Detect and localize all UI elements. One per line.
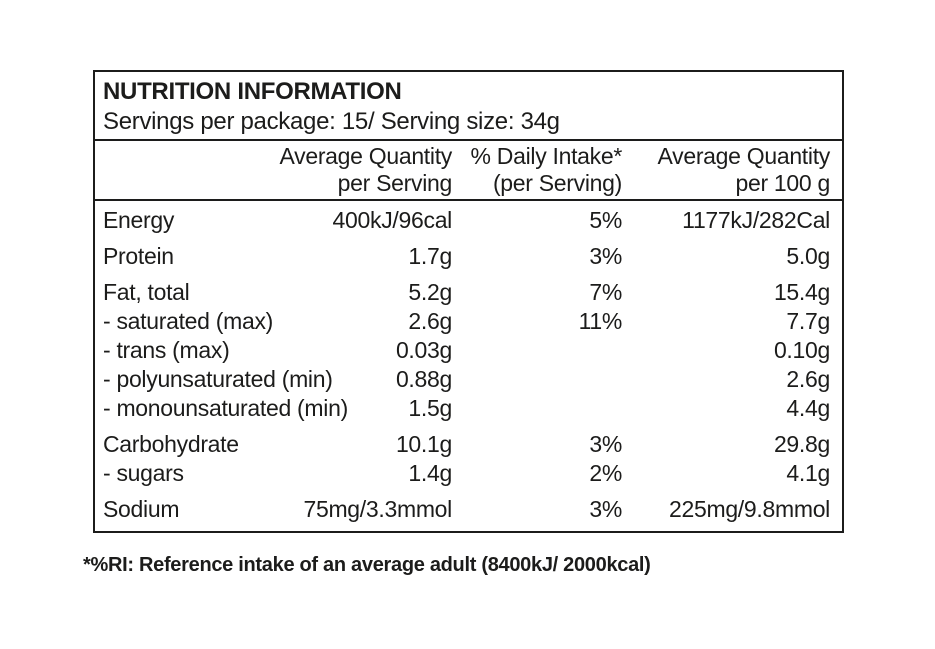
row-per-100g: 4.4g <box>786 395 830 421</box>
col-header-per-100g-line1: Average Quantity <box>657 143 830 169</box>
col-header-per-serving <box>103 143 452 197</box>
row-daily-intake: 3% <box>589 496 622 522</box>
col-header-per-serving-line2: per Serving <box>337 170 452 196</box>
row-name: Fat, total <box>103 279 190 305</box>
row-per-serving: 1.5g <box>408 395 452 421</box>
row-per-serving: 1.4g <box>408 460 452 486</box>
column-header-row <box>95 141 842 201</box>
row-name: - trans (max) <box>103 337 230 363</box>
col-header-daily-intake <box>452 143 622 197</box>
table-row-saturated <box>103 307 830 336</box>
col-header-daily-intake-line2: (per Serving) <box>492 170 622 196</box>
row-per-serving: 2.6g <box>408 308 452 334</box>
table-row-carbohydrate <box>103 430 830 459</box>
row-per-100g: 5.0g <box>786 243 830 269</box>
table-row-polyunsaturated <box>103 365 830 394</box>
row-per-100g: 1177kJ/282Cal <box>682 207 830 233</box>
row-per-serving: 400kJ/96cal <box>332 207 452 233</box>
row-name: - monounsaturated (min) <box>103 395 348 421</box>
row-daily-intake: 11% <box>578 308 622 334</box>
row-daily-intake <box>452 394 622 423</box>
table-row-monounsaturated <box>103 394 830 423</box>
row-daily-intake: 5% <box>589 207 622 233</box>
row-per-serving: 0.88g <box>395 366 452 392</box>
table-row-fat-total <box>103 278 830 307</box>
reference-intake-footnote: *%RI: Reference intake of an average adult (8400kJ/ 2000kcal) <box>83 554 651 576</box>
row-name: Carbohydrate <box>103 431 239 457</box>
row-name: Energy <box>103 207 175 233</box>
table-row-protein <box>103 242 830 271</box>
table-row-sodium <box>103 495 830 524</box>
row-name: - polyunsaturated (min) <box>103 366 333 392</box>
row-per-100g: 225mg/9.8mmol <box>668 496 830 522</box>
row-daily-intake <box>452 365 622 394</box>
row-name: - saturated (max) <box>103 308 274 334</box>
row-daily-intake: 3% <box>589 431 622 457</box>
row-per-100g: 0.10g <box>773 337 830 363</box>
col-header-daily-intake-line1: % Daily Intake* <box>470 143 622 169</box>
row-per-serving: 0.03g <box>395 337 452 363</box>
row-name: Sodium <box>103 496 180 522</box>
row-daily-intake: 7% <box>589 279 622 305</box>
col-header-per-100g-line2: per 100 g <box>735 170 830 196</box>
label-title: NUTRITION INFORMATION <box>103 78 402 105</box>
row-per-100g: 7.7g <box>786 308 830 334</box>
table-row-energy <box>103 206 830 235</box>
nutrient-table-body <box>95 201 842 531</box>
row-daily-intake <box>452 336 622 365</box>
servings-line: Servings per package: 15/ Serving size: 34g <box>103 108 560 135</box>
table-row-trans <box>103 336 830 365</box>
nutrition-label-panel <box>93 70 844 533</box>
col-header-per-serving-line1: Average Quantity <box>279 143 452 169</box>
row-per-serving: 5.2g <box>408 279 452 305</box>
row-name: - sugars <box>103 460 184 486</box>
row-per-100g: 2.6g <box>786 366 830 392</box>
table-row-sugars <box>103 459 830 488</box>
row-name: Protein <box>103 243 174 269</box>
row-per-100g: 15.4g <box>773 279 830 305</box>
row-per-serving: 75mg/3.3mmol <box>303 496 452 522</box>
row-daily-intake: 2% <box>589 460 622 486</box>
row-per-100g: 29.8g <box>773 431 830 457</box>
row-per-serving: 1.7g <box>408 243 452 269</box>
label-header <box>95 72 842 141</box>
col-header-per-100g <box>622 143 830 197</box>
row-per-serving: 10.1g <box>395 431 452 457</box>
row-daily-intake: 3% <box>589 243 622 269</box>
row-per-100g: 4.1g <box>786 460 830 486</box>
